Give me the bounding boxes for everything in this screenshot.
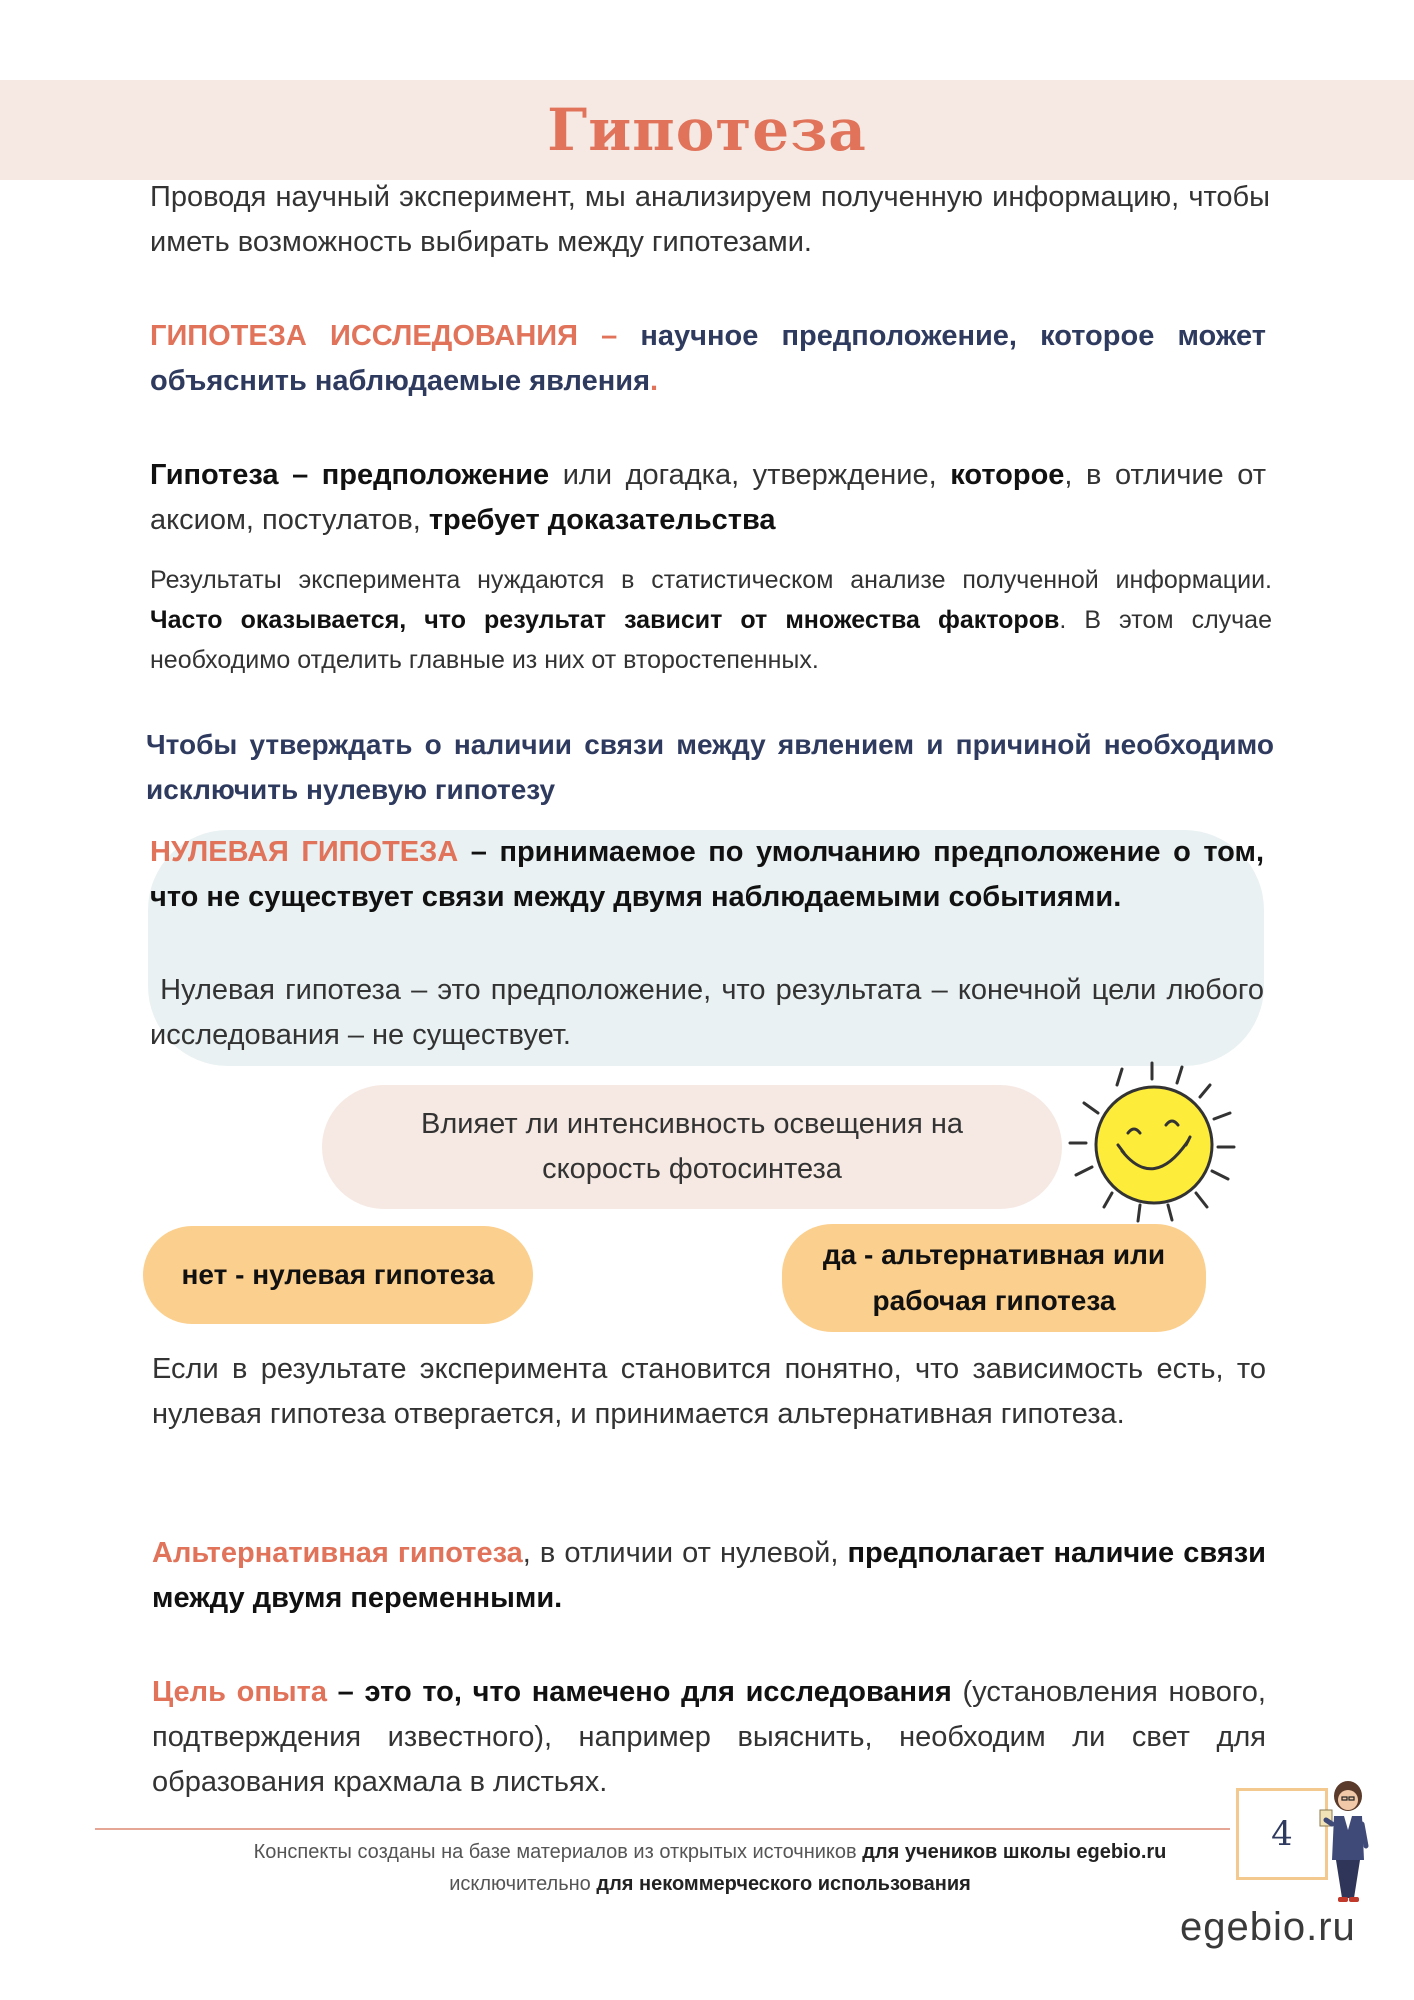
- footer-line1-plain: Конспекты созданы на базе материалов из открытых источников: [253, 1841, 863, 1863]
- null-hypothesis-term: НУЛЕВАЯ ГИПОТЕЗА: [150, 836, 459, 868]
- page-title: Гипотеза: [547, 96, 867, 164]
- answer-no-pill: [143, 1226, 533, 1324]
- hypothesis-term: Гипотеза – предположение: [150, 459, 550, 491]
- hypothesis-middle: или догадка, утверждение,: [549, 459, 951, 491]
- footer-divider: [95, 1828, 1230, 1830]
- alternative-hypothesis-paragraph: [152, 1531, 1266, 1621]
- goal-term: Цель опыта: [152, 1676, 327, 1708]
- goal-rest: (установления нового, подтверждения известного), например выяснить, необходим ли свет для образования крахмала в листьях.: [152, 1676, 1266, 1798]
- footer-line2-plain: исключительно: [449, 1873, 597, 1895]
- hypothesis-which: которое: [950, 459, 1065, 491]
- alternative-middle: , в отличии от нулевой,: [522, 1537, 848, 1569]
- results-paragraph: [150, 560, 1272, 680]
- page-number: 4: [1236, 1788, 1328, 1880]
- null-hypothesis-note: Нулевая гипотеза – это предположение, что результата – конечной цели любого исследования – не существует.: [150, 974, 1273, 1051]
- alternative-bold: предполагает наличие связи между двумя переменными.: [152, 1537, 1266, 1614]
- if-result-paragraph: Если в результате эксперимента становится понятно, что зависимость есть, то нулевая гипотеза отвергается, и принимается альтернативная гипотеза.: [152, 1353, 1266, 1430]
- footer-line-2: [80, 1868, 1340, 1900]
- results-part2: . В этом случае необходимо отделить главные из них от второстепенных.: [150, 606, 1272, 674]
- null-hypothesis-text: – принимаемое по умолчанию предположение о том, что не существует связи между двумя наблюдаемыми событиями.: [150, 836, 1265, 913]
- goal-paragraph: [152, 1670, 1266, 1805]
- goal-bold: – это то, что намечено для исследования: [326, 1676, 952, 1708]
- hypothesis-middle2: , в отличие от аксиом, постулатов,: [150, 459, 1266, 536]
- research-hypothesis-dot: .: [650, 365, 659, 397]
- footer-line1-bold: для учеников школы egebio.ru: [862, 1841, 1167, 1863]
- question-bubble: [322, 1085, 1062, 1209]
- footer-note: [80, 1836, 1340, 1900]
- research-hypothesis-paragraph: [150, 314, 1266, 404]
- answer-no-text: нет - нулевая гипотеза: [181, 1259, 495, 1290]
- research-hypothesis-dash: –: [577, 320, 641, 352]
- teacher-figure-icon: [1318, 1780, 1374, 1905]
- results-part1: Результаты эксперимента нуждаются в статистическом анализе полученной информации.: [150, 566, 1272, 594]
- answer-yes-text: да - альтернативная или рабочая гипотеза: [822, 1239, 1166, 1316]
- question-text: Влияет ли интенсивность освещения на скорость фотосинтеза: [421, 1108, 963, 1185]
- hypothesis-definition-paragraph: [150, 453, 1266, 543]
- brand-name: egebio.ru: [1180, 1905, 1356, 1949]
- results-bold: Часто оказывается, что результат зависит от множества факторов: [150, 606, 1060, 634]
- exclude-null-paragraph: Чтобы утверждать о наличии связи между явлением и причиной необходимо исключить нулевую гипотезу: [146, 729, 1274, 805]
- footer-line-1: [80, 1836, 1340, 1868]
- research-hypothesis-definition: научное предположение, которое может объяснить наблюдаемые явления: [150, 320, 1266, 397]
- answer-yes-pill: [782, 1224, 1206, 1332]
- footer-line2-bold: для некоммерческого использования: [596, 1873, 971, 1895]
- hypothesis-requires: требует доказательства: [428, 504, 776, 536]
- intro-paragraph: Проводя научный эксперимент, мы анализируем полученную информацию, чтобы иметь возможность выбирать между гипотезами.: [150, 181, 1270, 258]
- alternative-term: Альтернативная гипотеза: [152, 1537, 523, 1569]
- null-hypothesis-definition: [150, 830, 1264, 920]
- research-hypothesis-term: ГИПОТЕЗА ИССЛЕДОВАНИЯ: [150, 320, 578, 352]
- smiling-sun-icon: [1062, 1055, 1242, 1230]
